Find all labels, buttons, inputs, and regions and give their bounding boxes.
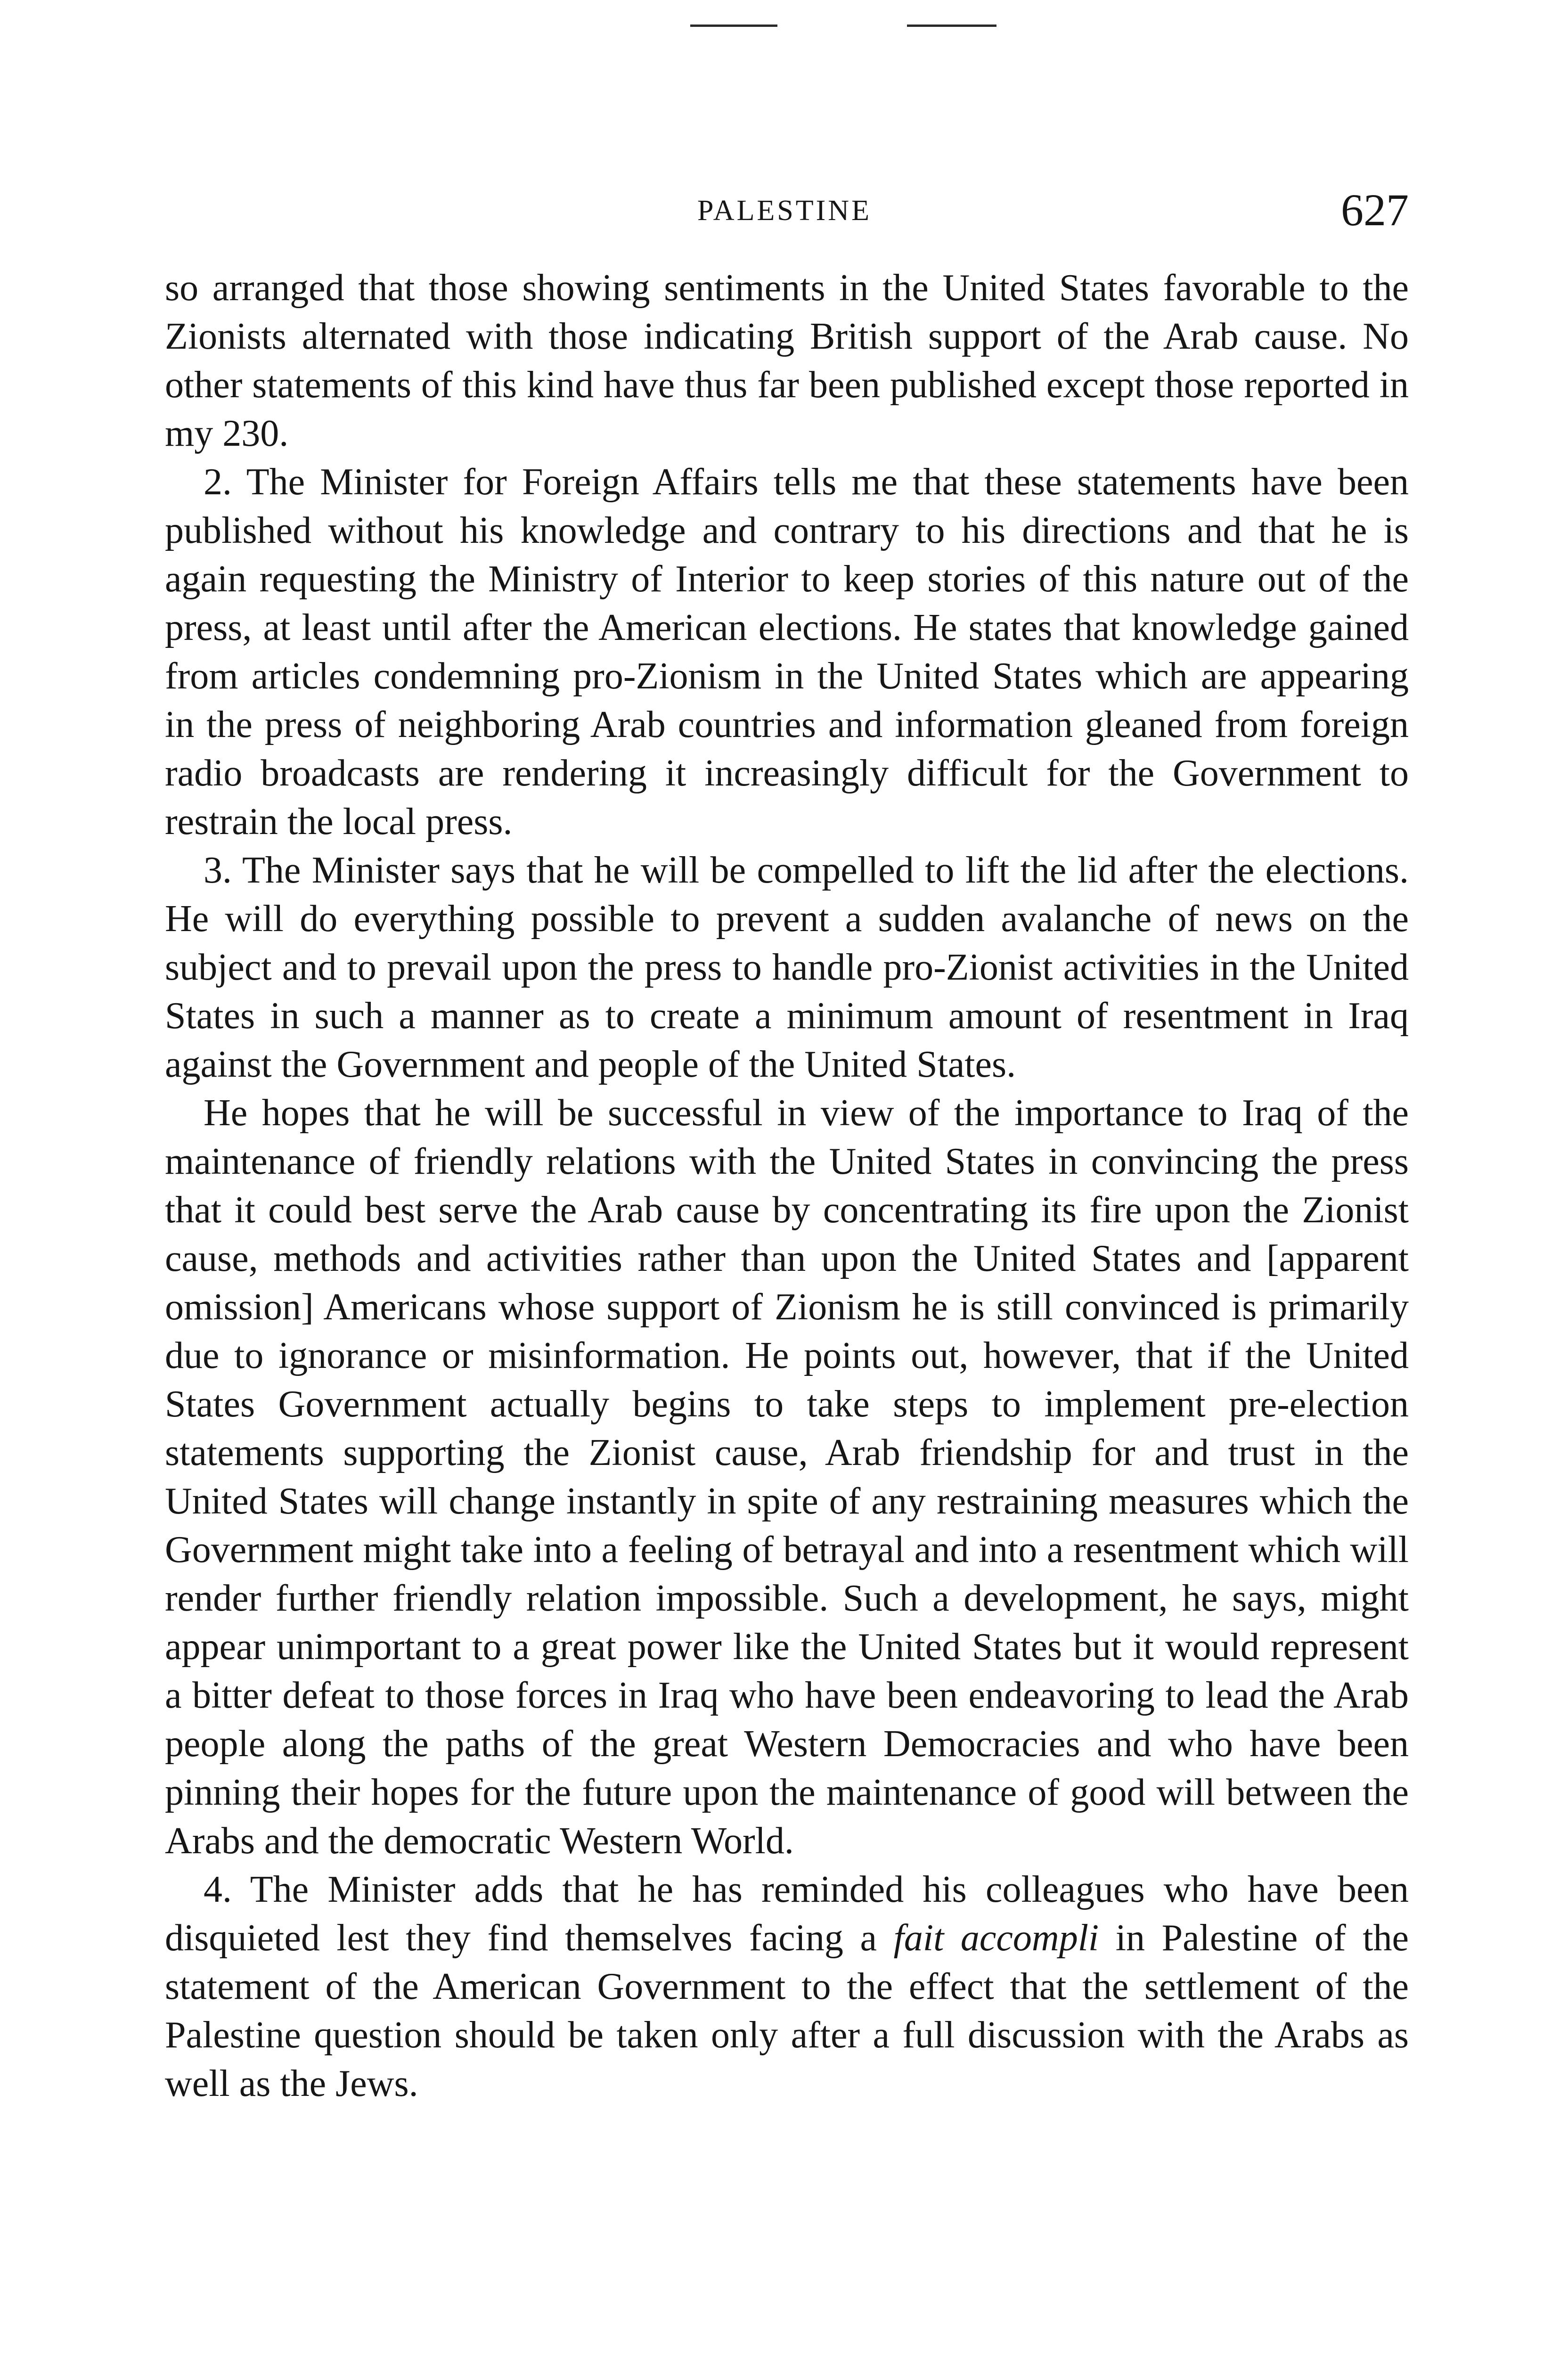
- running-head: PALESTINE: [697, 195, 872, 227]
- paragraph-4-text-start: 4. The Minister adds that he has reminded his colleagues who have been disquieted lest they find themselves facing a: [165, 1869, 1409, 1959]
- page-number: 627: [1341, 185, 1409, 235]
- page-header: [165, 184, 1409, 240]
- top-rule-left: [690, 25, 777, 27]
- fait-accompli-italic: fait accompli: [893, 1917, 1099, 1959]
- paragraph-3: 3. The Minister says that he will be compelled to lift the lid after the elections. He will do everything possible to prevent a sudden avalanche of news on the subject and to prevail upon the press to handle pro-Zionist activities in the United States in such a manner as to create a minimum amount of resentment in Iraq against the Government and people of the United States.: [165, 850, 1409, 1085]
- paragraph-2: 2. The Minister for Foreign Affairs tells me that these statements have been published without his knowledge and contrary to his directions and that he is again requesting the Ministry of Interior to keep stories of this nature out of the press, at least until after the American elections. He states that knowledge gained from articles condemning pro-Zionism in the United States which are appearing in the press of neighboring Arab countries and information gleaned from foreign radio broadcasts are rendering it increasingly difficult for the Government to restrain the local press.: [165, 461, 1409, 843]
- top-rule-right: [907, 25, 996, 27]
- body-text: [165, 264, 1409, 2108]
- paragraph-4: [165, 1865, 1409, 2108]
- paragraph-hopes: He hopes that he will be successful in view of the importance to Iraq of the maintenance of friendly relations with the United States in convincing the press that it could best serve the Arab cause by concentrating its fire upon the Zionist cause, methods and activities rather than upon the United States and [apparent omission] Americans whose support of Zionism he is still convinced is primarily due to ignorance or misinformation. He points out, however, that if the United States Government actually begins to take steps to implement pre-election statements supporting the Zionist cause, Arab friendship for and trust in the United States will change instantly in spite of any restraining measures which the Government might take into a feeling of betrayal and into a resentment which will render further friendly relation impossible. Such a development, he says, might appear unimportant to a great power like the United States but it would represent a bitter defeat to those forces in Iraq who have been endeavoring to lead the Arab people along the paths of the great Western Democracies and who have been pinning their hopes for the future upon the maintenance of good will between the Arabs and the democratic Western World.: [165, 1092, 1409, 1862]
- paragraph-continuation: so arranged that those showing sentiments in the United States favorable to the Zionists alternated with those indicating British support of the Arab cause. No other statements of this kind have thus far been published except those reported in my 230.: [165, 267, 1409, 454]
- paragraph-4-text-end: in Palestine of the statement of the American Government to the effect that the settlement of the Palestine question should be taken only after a full discussion with the Arabs as well as the Jews.: [165, 1917, 1409, 2104]
